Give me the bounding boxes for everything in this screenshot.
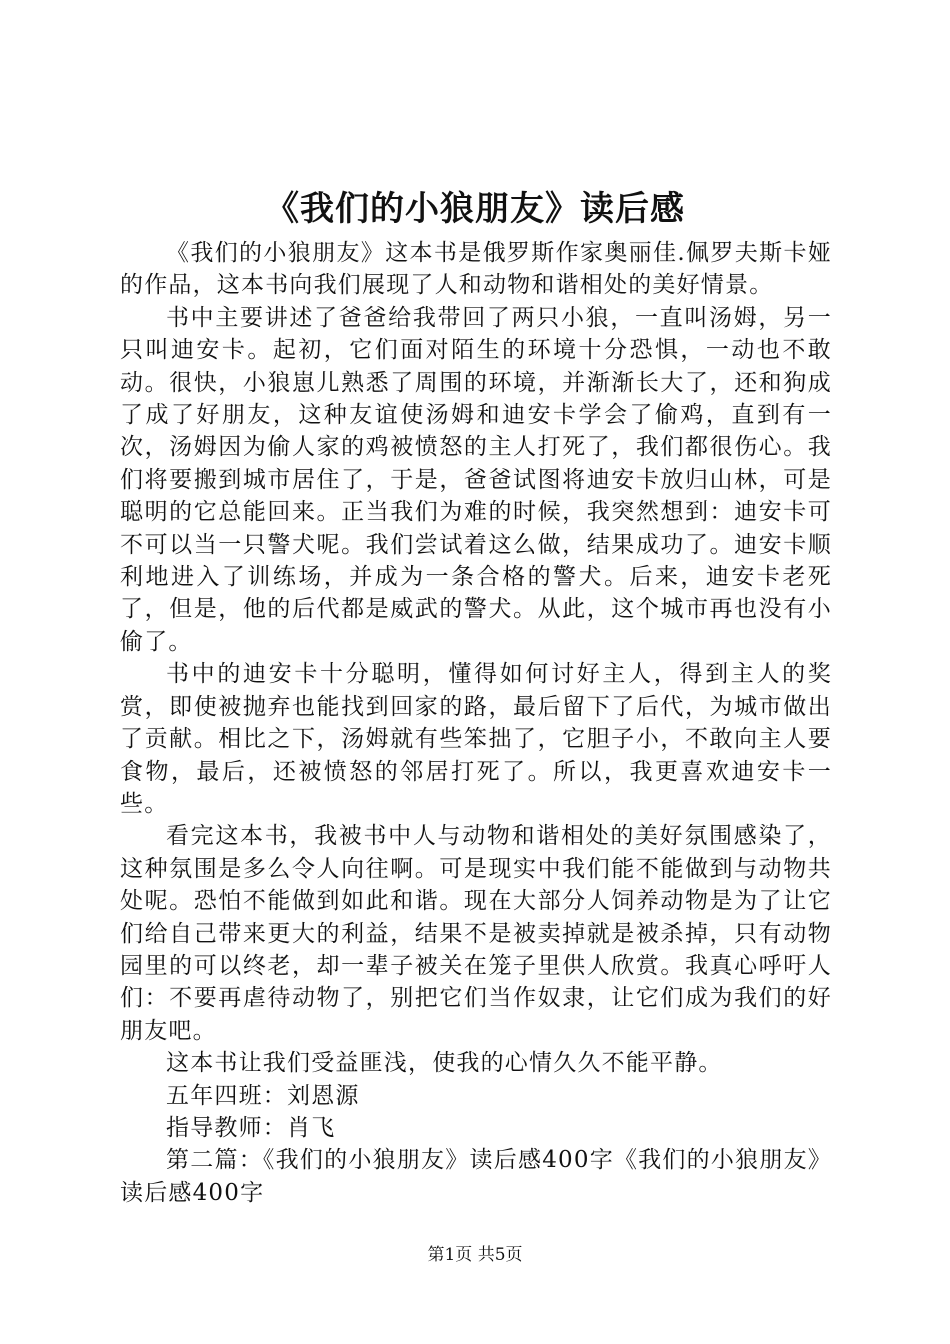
paragraph-story-summary: 书中主要讲述了爸爸给我带回了两只小狼，一直叫汤姆，另一只叫迪安卡。起初，它们面对陌生的环境十分恐惧，一动也不敢动。很快，小狼崽儿熟悉了周围的环境，并渐渐长大了，还和狗成了成了好朋友，这种友谊使汤姆和迪安卡学会了偷鸡，直到有一次，汤姆因为偷人家的鸡被愤怒的主人打死了，我们都很伤心。我们将要搬到城市居住了，于是，爸爸试图将迪安卡放归山林，可是聪明的它总能回来。正当我们为难的时候，我突然想到：迪安卡可不可以当一只警犬呢。我们尝试着这么做，结果成功了。迪安卡顺利地进入了训练场，并成为一条合格的警犬。后来，迪安卡老死了，但是，他的后代都是威武的警犬。从此，这个城市再也没有小偷了。 bbox=[120, 304, 832, 655]
author-line: 五年四班：刘恩源 bbox=[166, 1082, 360, 1109]
paragraph-reflection: 看完这本书，我被书中人与动物和谐相处的美好氛围感染了，这种氛围是多么令人向往啊。可是现实中我们能不能做到与动物共处呢。恐怕不能做到如此和谐。现在大部分人饲养动物是为了让它们给自己带来更大的利益，结果不是被卖掉就是被杀掉，只有动物园里的可以终老，却一辈子被关在笼子里供人欣赏。我真心呼吁人们：不要再虐待动物了，别把它们当作奴隶，让它们成为我们的好朋友吧。 bbox=[120, 823, 832, 1044]
paragraph-character-comparison: 书中的迪安卡十分聪明，懂得如何讨好主人，得到主人的奖赏，即使被抛弃也能找到回家的路，最后留下了后代，为城市做出了贡献。相比之下，汤姆就有些笨拙了，它胆子小，不敢向主人要食物，最后，还被愤怒的邻居打死了。所以，我更喜欢迪安卡一些。 bbox=[120, 661, 832, 817]
paragraph-conclusion: 这本书让我们受益匪浅，使我的心情久久不能平静。 bbox=[166, 1050, 723, 1077]
teacher-line: 指导教师：肖飞 bbox=[166, 1114, 336, 1141]
second-article-heading: 第二篇：《我们的小狼朋友》读后感400字《我们的小狼朋友》读后感400字 bbox=[120, 1147, 832, 1206]
page-footer: 第1页 共5页 bbox=[427, 1245, 523, 1265]
document-body bbox=[120, 237, 832, 1209]
document-title: 《我们的小狼朋友》读后感 bbox=[265, 189, 685, 229]
paragraph-intro: 《我们的小狼朋友》这本书是俄罗斯作家奥丽佳.佩罗夫斯卡娅的作品，这本书向我们展现了人和动物和谐相处的美好情景。 bbox=[120, 240, 832, 299]
